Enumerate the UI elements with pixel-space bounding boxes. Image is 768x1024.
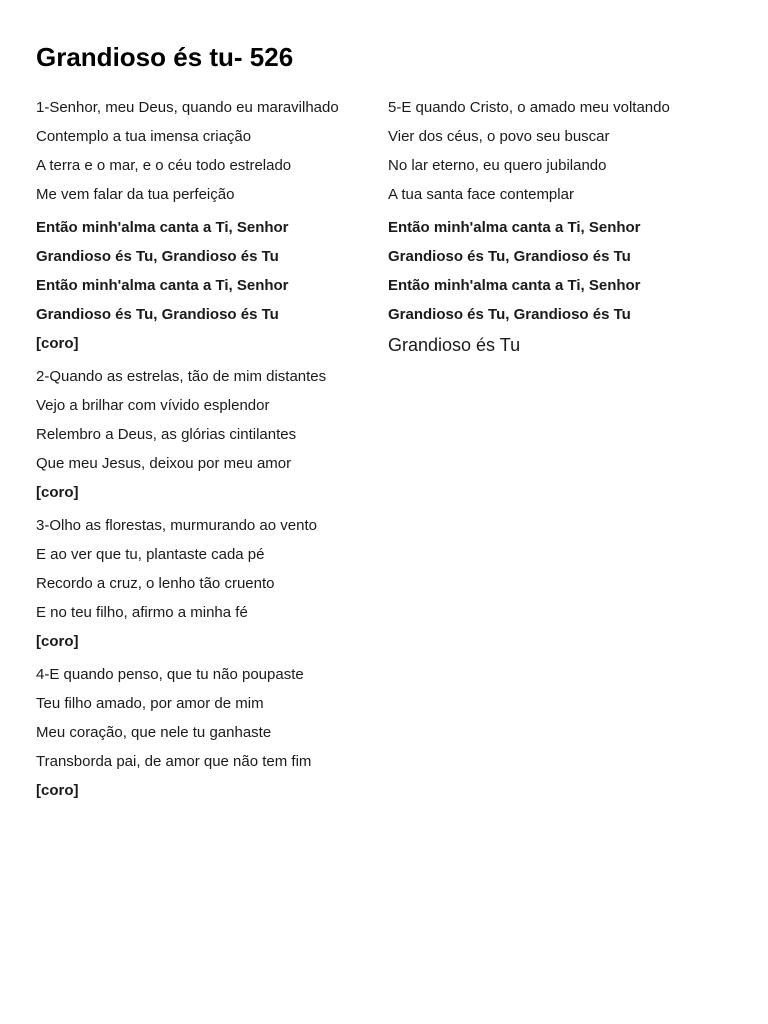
chorus-line: Grandioso és Tu, Grandioso és Tu (388, 306, 631, 323)
chorus-marker: [coro] (36, 782, 79, 799)
lyric-line: Me vem falar da tua perfeição (36, 186, 235, 203)
lyric-line: E no teu filho, afirmo a minha fé (36, 604, 248, 621)
chorus-line: Grandioso és Tu, Grandioso és Tu (36, 248, 279, 265)
lyric-line: Relembro a Deus, as glórias cintilantes (36, 426, 297, 443)
lyric-line: Contemplo a tua imensa criação (36, 128, 252, 145)
lyric-line: A terra e o mar, e o céu todo estrelado (36, 157, 292, 174)
chorus-line: Então minh'alma canta a Ti, Senhor (36, 219, 289, 236)
chorus-line: Grandioso és Tu, Grandioso és Tu (388, 248, 631, 265)
chorus-line: Então minh'alma canta a Ti, Senhor (36, 277, 289, 294)
lyric-line: Vier dos céus, o povo seu buscar (388, 128, 610, 145)
lyric-line: E ao ver que tu, plantaste cada pé (36, 546, 265, 563)
lyric-line: 1-Senhor, meu Deus, quando eu maravilhado (36, 99, 339, 116)
lyric-line: Teu filho amado, por amor de mim (36, 695, 264, 712)
lyric-line: Meu coração, que nele tu ganhaste (36, 724, 272, 741)
lyric-line: 5-E quando Cristo, o amado meu voltando (388, 99, 670, 116)
lyric-line: Que meu Jesus, deixou por meu amor (36, 455, 292, 472)
lyric-line: 2-Quando as estrelas, tão de mim distantes (36, 368, 327, 385)
lyrics-column-right (388, 88, 698, 356)
chorus-line: Então minh'alma canta a Ti, Senhor (388, 277, 641, 294)
lyric-line: 3-Olho as florestas, murmurando ao vento (36, 517, 317, 534)
chorus-marker: [coro] (36, 484, 79, 501)
lyric-line: Grandioso és Tu (388, 335, 521, 355)
lyric-line: No lar eterno, eu quero jubilando (388, 157, 607, 174)
lyric-line: 4-E quando penso, que tu não poupaste (36, 666, 304, 683)
chorus-marker: [coro] (36, 633, 79, 650)
lyric-line: A tua santa face contemplar (388, 186, 574, 203)
chorus-marker: [coro] (36, 335, 79, 352)
lyrics-column-left (36, 88, 346, 800)
lyric-line: Vejo a brilhar com vívido esplendor (36, 397, 270, 414)
lyric-line: Transborda pai, de amor que não tem fim (36, 753, 312, 770)
lyric-line: Recordo a cruz, o lenho tão cruento (36, 575, 275, 592)
page-title: Grandioso és tu- 526 (36, 42, 294, 72)
chorus-line: Então minh'alma canta a Ti, Senhor (388, 219, 641, 236)
chorus-line: Grandioso és Tu, Grandioso és Tu (36, 306, 279, 323)
